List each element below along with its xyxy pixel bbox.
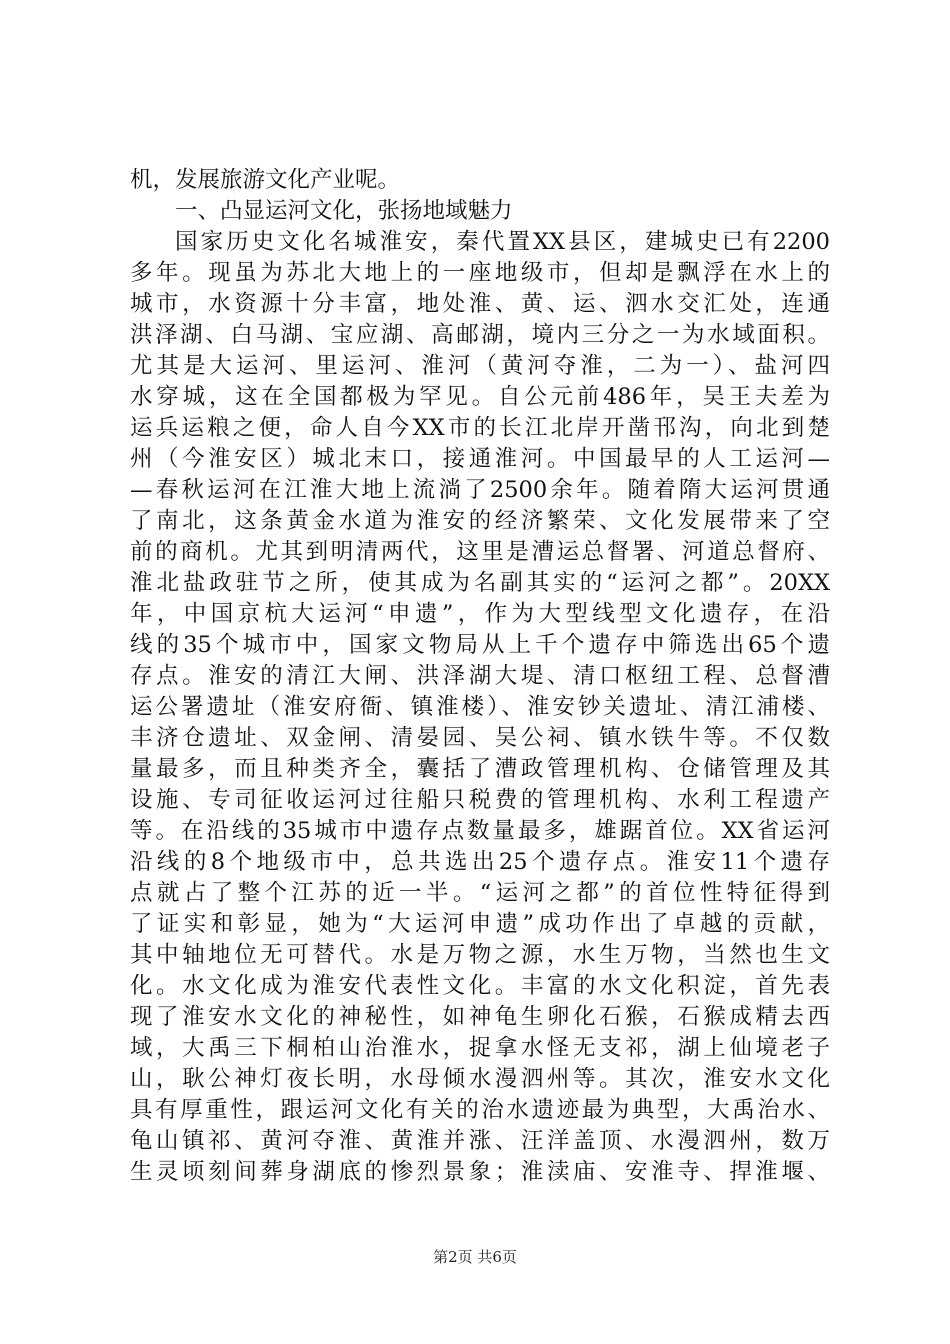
text-line: 水穿城，这在全国都极为罕见。自公元前486年，吴王夫差为 — [130, 384, 830, 410]
text-line: 沿线的8个地级市中，总共选出25个遗存点。淮安11个遗存 — [130, 849, 830, 875]
text-line: 一、凸显运河文化，张扬地域魅力 — [175, 198, 513, 224]
text-line: 量最多，而且种类齐全，囊括了漕政管理机构、仓储管理及其 — [130, 756, 830, 782]
text-line: 现了淮安水文化的神秘性，如神龟生卵化石猴，石猴成精去西 — [130, 1004, 830, 1030]
text-line: 运公署遗址（淮安府衙、镇淮楼）、淮安钞关遗址、清江浦楼、 — [130, 694, 830, 720]
text-line: 丰济仓遗址、双金闸、清晏园、吴公祠、镇水铁牛等。不仅数 — [130, 725, 830, 751]
text-line: 年，中国京杭大运河“申遗”，作为大型线型文化遗存，在沿 — [130, 601, 830, 627]
text-line: 山，耿公神灯夜长明，水母倾水漫泗州等。其次，淮安水文化 — [130, 1066, 830, 1092]
text-line: 其中轴地位无可替代。水是万物之源，水生万物，当然也生文 — [130, 942, 830, 968]
text-line: 生灵顷刻间葬身湖底的惨烈景象；淮渎庙、安淮寺、捍淮堰、 — [130, 1159, 830, 1185]
page-footer: 第2页 共6页 — [433, 1248, 517, 1266]
text-line: 设施、专司征收运河过往船只税费的管理机构、水利工程遗产 — [130, 787, 830, 813]
text-line: 化。水文化成为淮安代表性文化。丰富的水文化积淀，首先表 — [130, 973, 830, 999]
text-line: 了南北，这条黄金水道为淮安的经济繁荣、文化发展带来了空 — [130, 508, 830, 534]
text-line: —春秋运河在江淮大地上流淌了2500余年。随着隋大运河贯通 — [130, 477, 830, 503]
text-line: 线的35个城市中，国家文物局从上千个遗存中筛选出65个遗 — [130, 632, 830, 658]
text-line: 龟山镇祁、黄河夺淮、黄淮并涨、汪洋盖顶、水漫泗州，数万 — [130, 1128, 830, 1154]
text-line: 具有厚重性，跟运河文化有关的治水遗迹最为典型，大禹治水、 — [130, 1097, 830, 1123]
text-line: 淮北盐政驻节之所，使其成为名副其实的“运河之都”。20XX — [130, 570, 830, 596]
text-line: 点就占了整个江苏的近一半。“运河之都”的首位性特征得到 — [130, 880, 830, 906]
text-line: 州（今淮安区）城北末口，接通淮河。中国最早的人工运河— — [130, 446, 830, 472]
text-line: 国家历史文化名城淮安，秦代置XX县区，建城史已有2200 — [175, 229, 830, 255]
body-text — [130, 165, 830, 1188]
text-line: 城市，水资源十分丰富，地处淮、黄、运、泗水交汇处，连通 — [130, 291, 830, 317]
text-line: 前的商机。尤其到明清两代，这里是漕运总督署、河道总督府、 — [130, 539, 830, 565]
text-line: 尤其是大运河、里运河、淮河（黄河夺淮，二为一）、盐河四 — [130, 353, 830, 379]
text-line: 存点。淮安的清江大闸、洪泽湖大堤、清口枢纽工程、总督漕 — [130, 663, 830, 689]
text-line: 洪泽湖、白马湖、宝应湖、高邮湖，境内三分之一为水域面积。 — [130, 322, 830, 348]
text-line: 多年。现虽为苏北大地上的一座地级市，但却是飘浮在水上的 — [130, 260, 830, 286]
text-line: 了证实和彰显，她为“大运河申遗”成功作出了卓越的贡献， — [130, 911, 830, 937]
text-line: 等。在沿线的35城市中遗存点数量最多，雄踞首位。XX省运河 — [130, 818, 830, 844]
text-line: 机，发展旅游文化产业呢。 — [130, 167, 401, 193]
text-line: 域，大禹三下桐柏山治淮水，捉拿水怪无支祁，湖上仙境老子 — [130, 1035, 830, 1061]
text-line: 运兵运粮之便，命人自今XX市的长江北岸开凿邗沟，向北到楚 — [130, 415, 830, 441]
